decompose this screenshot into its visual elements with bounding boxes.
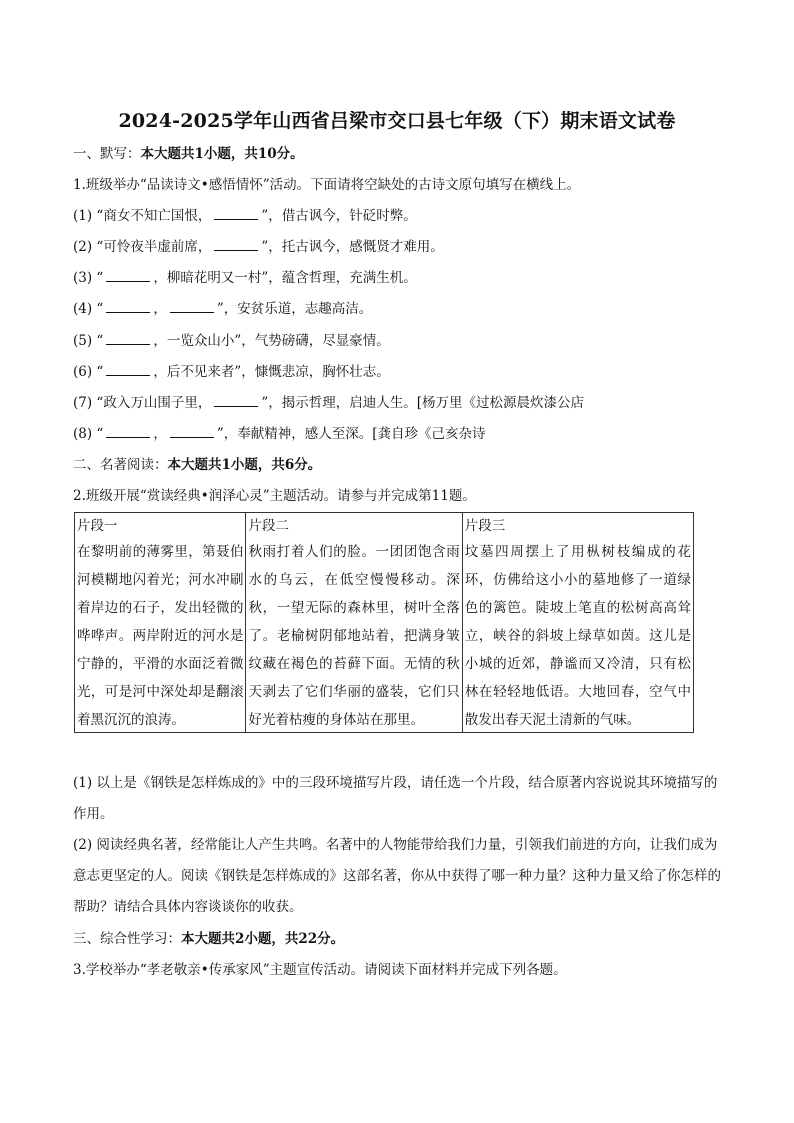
exam-title: 2024-2025学年山西省吕梁市交口县七年级（下）期末语文试卷 (118, 110, 676, 132)
section-2-desc: 本大题共1小题，共6分。 (167, 457, 322, 473)
q1-item-6-pre: (6) “ (73, 364, 104, 380)
q1-item-4-pre: (4) “ (73, 301, 104, 317)
question-2-sub-1: (1) 以上是《钢铁是怎样炼成的》中的三段环境描写片段，请任选一个片段，结合原著内容说说其环境描写的作用。 (73, 775, 718, 822)
q1-item-2-post: ”，托古讽今，感慨贤才难用。 (261, 239, 444, 255)
section-3-desc: 本大题共2小题，共22分。 (181, 931, 345, 947)
fragment-3-heading: 片段三 (464, 518, 506, 534)
q1-item-2 (73, 238, 444, 256)
q1-item-5 (73, 332, 390, 350)
answer-blank[interactable] (214, 207, 258, 220)
fragments-table (74, 512, 694, 733)
section-1-label: 一、默写： (73, 146, 141, 162)
section-3-heading (73, 930, 344, 948)
fragment-2-text: 秋雨打着人们的脸。一团团饱含雨水的乌云，在低空慢慢移动。深秋，一望无际的森林里，树叶全落了。老榆树阴郁地站着，把满身皱纹藏在褐色的苔藓下面。无情的秋天剥去了它们华丽的盛装，它们只好光着枯瘦的身体站在那里。 (248, 544, 460, 728)
fragment-1-text: 在黎明前的薄雾里，第聂伯河模糊地闪着光；河水冲刷着岸边的石子，发出轻微的哗哗声。两岸附近的河水是宁静的，平滑的水面泛着微光，可是河中深处却是翻滚着黑沉沉的浪涛。 (77, 544, 244, 728)
q1-item-8-mid: ， (153, 426, 167, 442)
question-3-stem: 3.学校举办“孝老敬亲•传承家风”主题宣传活动。请阅读下面材料并完成下列各题。 (73, 962, 567, 978)
q1-item-8-pre: (8) “ (73, 426, 104, 442)
fragment-column-3 (463, 513, 693, 732)
q1-item-1-post: ”，借古讽今，针砭时弊。 (261, 208, 417, 224)
answer-blank[interactable] (170, 425, 214, 438)
q1-item-1 (73, 207, 417, 225)
section-1-desc: 本大题共1小题，共10分。 (140, 146, 304, 162)
answer-blank[interactable] (106, 363, 150, 376)
section-2-heading (73, 456, 321, 474)
fragment-1-heading: 片段一 (77, 518, 118, 534)
q1-item-6-post: ，后不见来者”，慷慨悲凉，胸怀壮志。 (153, 364, 390, 380)
section-1-heading (73, 145, 304, 163)
fragment-column-1 (75, 513, 246, 732)
fragment-3-text: 坟墓四周摆上了用枞树枝编成的花环，仿佛给这小小的墓地修了一道绿色的篱笆。陡坡上笔直的松树高高耸立，峡谷的斜坡上绿草如茵。这儿是小城的近郊，静谧而又冷清，只有松林在轻轻地低语。大地回春，空气中散发出春天泥土清新的气味。 (464, 544, 691, 728)
section-3-label: 三、综合性学习： (73, 931, 181, 947)
q1-item-1-pre: (1) “商女不知亡国恨， (73, 208, 212, 224)
q1-item-5-pre: (5) “ (73, 333, 104, 349)
question-2-stem: 2.班级开展“赏读经典•润泽心灵”主题活动。请参与并完成第11题。 (73, 488, 476, 504)
q1-item-6 (73, 363, 390, 381)
q1-item-5-post: ，一览众山小”，气势磅礴，尽显豪情。 (153, 333, 390, 349)
fragment-column-2 (246, 513, 462, 732)
question-2-sub-2: (2) 阅读经典名著，经常能让人产生共鸣。名著中的人物能带给我们力量，引领我们前进的方向，让我们成为意志更坚定的人。阅读《钢铁是怎样炼成的》这部名著，你从中获得了哪一种力量？这种力量又给了你怎样的帮助？请结合具体内容谈谈你的收获。 (73, 837, 721, 915)
answer-blank[interactable] (106, 269, 150, 282)
answer-blank[interactable] (106, 332, 150, 345)
q1-item-8 (73, 425, 486, 443)
answer-blank[interactable] (214, 394, 258, 407)
section-2-label: 二、名著阅读： (73, 457, 168, 473)
answer-blank[interactable] (170, 300, 214, 313)
q1-item-4-post: ”，安贫乐道，志趣高洁。 (216, 301, 373, 317)
q1-item-4 (73, 300, 372, 318)
q1-item-4-mid: ， (153, 301, 167, 317)
answer-blank[interactable] (214, 238, 258, 251)
fragment-2-heading: 片段二 (248, 518, 289, 534)
q1-item-2-pre: (2) “可怜夜半虚前席， (73, 239, 212, 255)
question-1-stem: 1.班级举办“品读诗文•感悟情怀”活动。下面请将空缺处的古诗文原句填写在横线上。 (73, 177, 581, 193)
answer-blank[interactable] (106, 425, 150, 438)
q1-item-3-post: ，柳暗花明又一村”，蕴含哲理，充满生机。 (153, 270, 417, 286)
q1-item-3 (73, 269, 417, 287)
q1-item-3-pre: (3) “ (73, 270, 104, 286)
q1-item-8-post: ”，奉献精神，感人至深。[龚自珍《己亥杂诗 (216, 426, 486, 442)
q1-item-7-pre: (7) “政入万山围子里， (73, 395, 212, 411)
q1-item-7-post: ”，揭示哲理，启迪人生。[杨万里《过松源晨炊漆公店 (261, 395, 584, 411)
answer-blank[interactable] (106, 300, 150, 313)
q1-item-7 (73, 394, 584, 412)
